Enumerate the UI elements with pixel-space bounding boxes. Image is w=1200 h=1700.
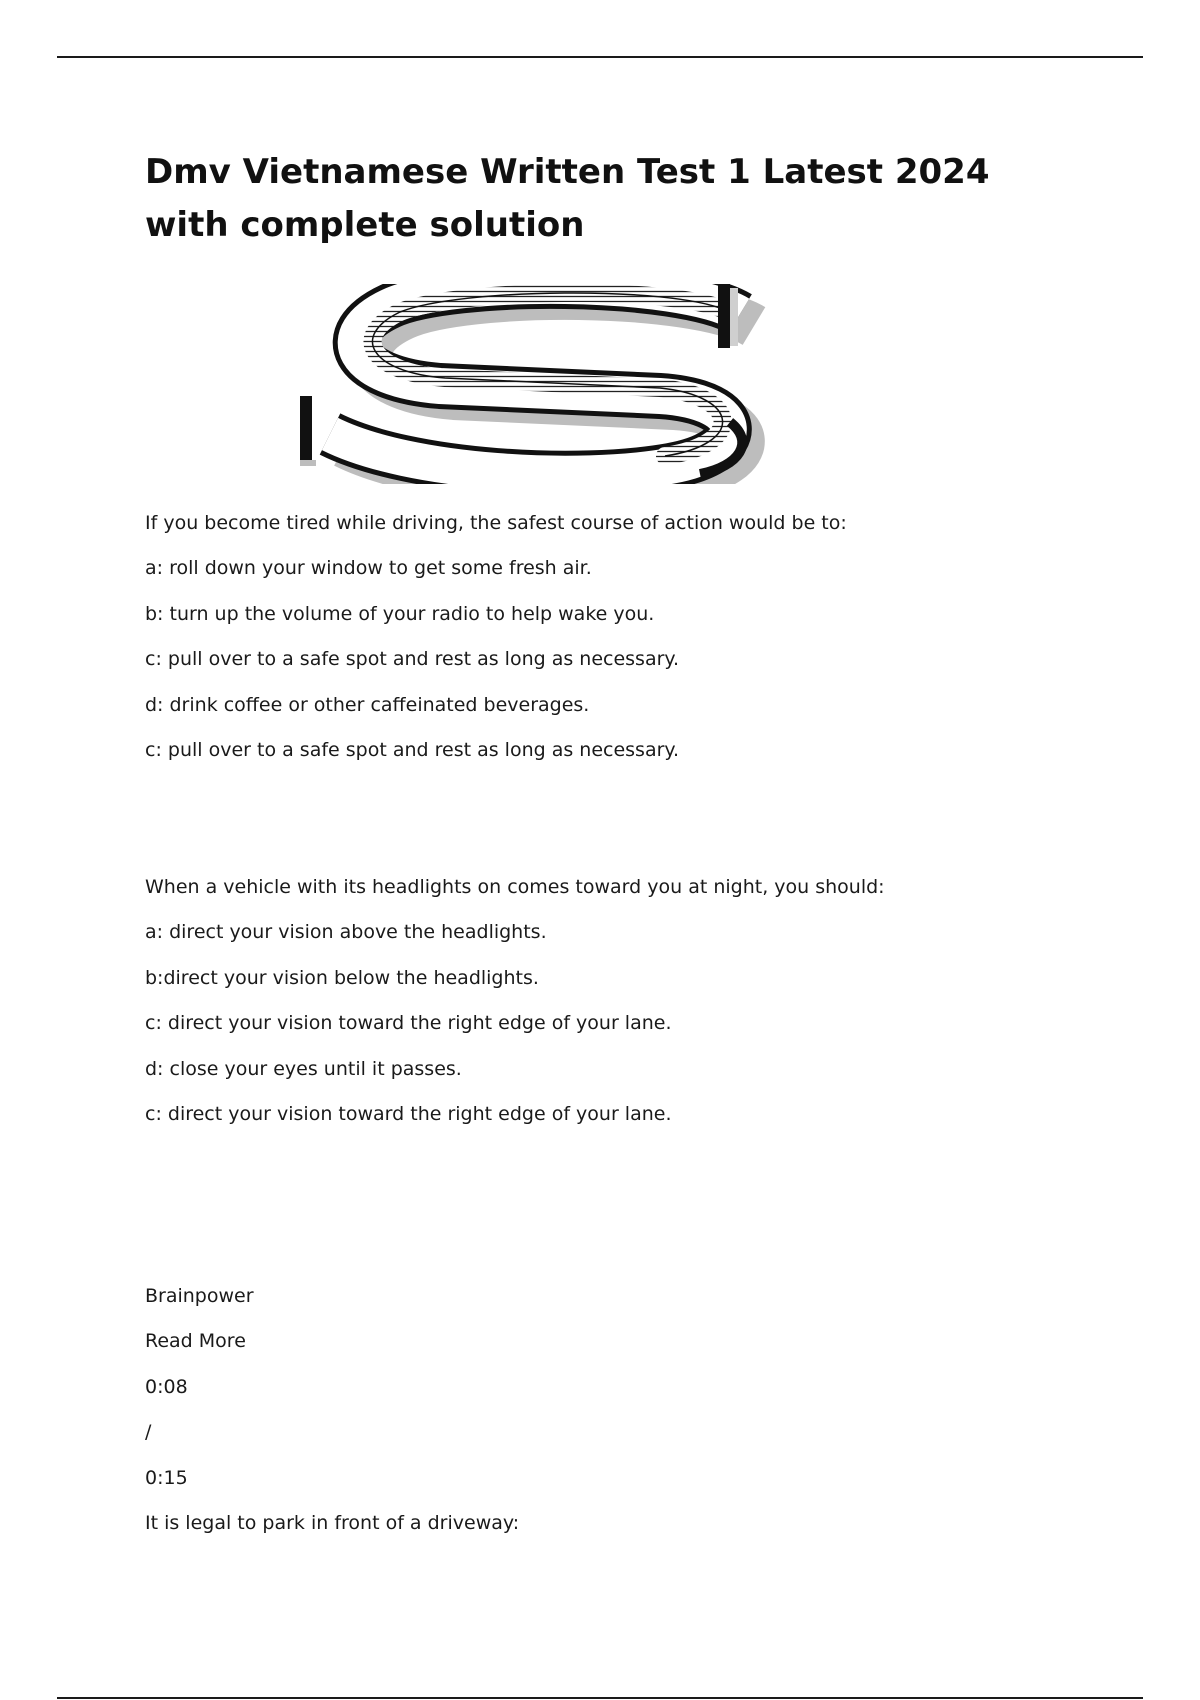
document-title: Dmv Vietnamese Written Test 1 Latest 2024 with complete solution	[145, 152, 990, 245]
question-1-option-a: a: roll down your window to get some fresh air.	[145, 557, 592, 579]
question-1-text: If you become tired while driving, the safest course of action would be to:	[145, 512, 847, 534]
question-3-text: It is legal to park in front of a driveway:	[145, 1512, 520, 1534]
question-2-option-d: d: close your eyes until it passes.	[145, 1058, 462, 1080]
question-2-option-b: b:direct your vision below the headlights.	[145, 967, 539, 989]
top-divider	[57, 56, 1143, 58]
question-1-option-d: d: drink coffee or other caffeinated beverages.	[145, 694, 590, 716]
question-2-option-c: c: direct your vision toward the right edge of your lane.	[145, 1012, 672, 1034]
media-current-time: 0:08	[145, 1376, 188, 1398]
stylized-letter-s-logo	[300, 284, 810, 484]
question-1-option-b: b: turn up the volume of your radio to help wake you.	[145, 603, 655, 625]
media-time-separator: /	[145, 1421, 152, 1443]
question-2-text: When a vehicle with its headlights on comes toward you at night, you should:	[145, 876, 885, 898]
question-1-answer: c: pull over to a safe spot and rest as long as necessary.	[145, 739, 679, 761]
question-2-answer: c: direct your vision toward the right edge of your lane.	[145, 1103, 672, 1125]
media-brand-label: Brainpower	[145, 1285, 254, 1307]
question-2-option-a: a: direct your vision above the headlights.	[145, 921, 547, 943]
media-duration: 0:15	[145, 1467, 188, 1489]
bottom-divider	[57, 1697, 1143, 1699]
read-more-link[interactable]: Read More	[145, 1330, 246, 1352]
question-1-option-c: c: pull over to a safe spot and rest as long as necessary.	[145, 648, 679, 670]
